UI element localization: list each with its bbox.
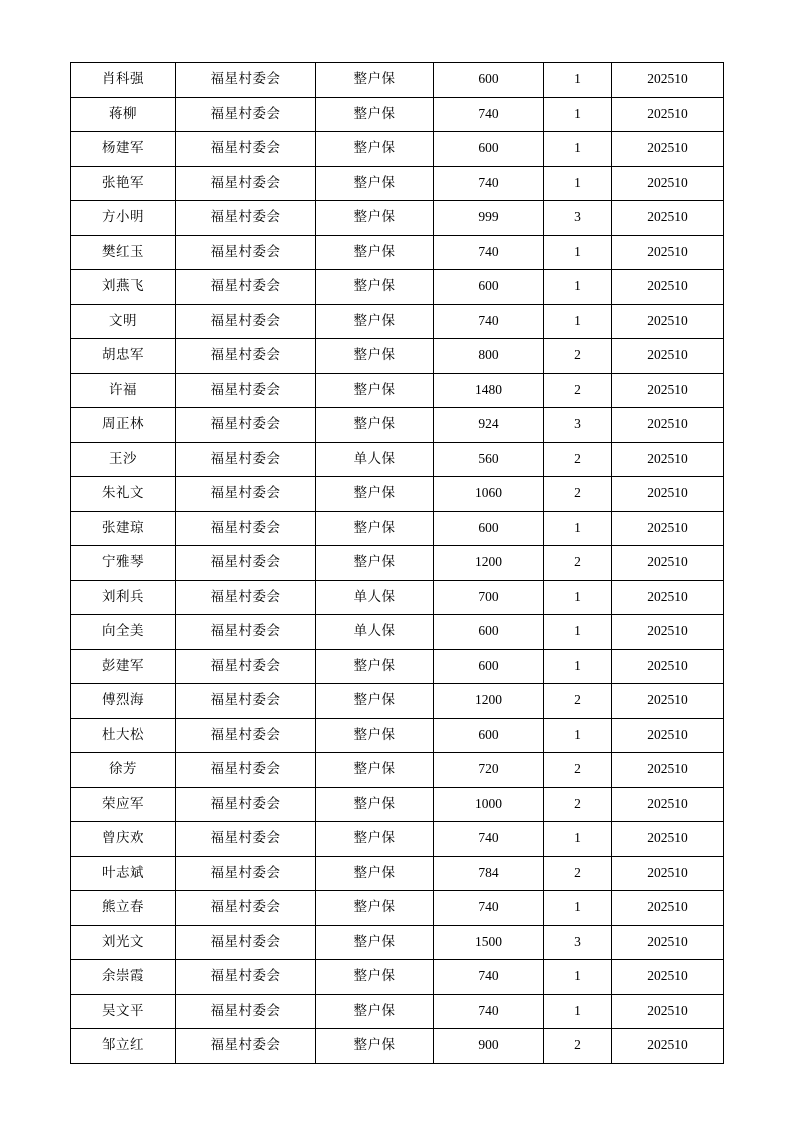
cell-amount: 700 bbox=[434, 580, 544, 615]
cell-period: 202510 bbox=[612, 166, 724, 201]
cell-type: 单人保 bbox=[316, 615, 434, 650]
cell-village: 福星村委会 bbox=[176, 1029, 316, 1064]
cell-amount: 900 bbox=[434, 1029, 544, 1064]
cell-count: 2 bbox=[544, 1029, 612, 1064]
cell-village: 福星村委会 bbox=[176, 235, 316, 270]
cell-count: 2 bbox=[544, 373, 612, 408]
cell-village: 福星村委会 bbox=[176, 408, 316, 443]
cell-count: 3 bbox=[544, 201, 612, 236]
cell-period: 202510 bbox=[612, 132, 724, 167]
table-row bbox=[71, 63, 724, 98]
cell-village: 福星村委会 bbox=[176, 753, 316, 788]
cell-period: 202510 bbox=[612, 856, 724, 891]
cell-name: 傅烈海 bbox=[71, 684, 176, 719]
cell-village: 福星村委会 bbox=[176, 132, 316, 167]
cell-village: 福星村委会 bbox=[176, 960, 316, 995]
cell-amount: 600 bbox=[434, 132, 544, 167]
cell-name: 吴文平 bbox=[71, 994, 176, 1029]
cell-village: 福星村委会 bbox=[176, 477, 316, 512]
cell-amount: 600 bbox=[434, 649, 544, 684]
table-row bbox=[71, 546, 724, 581]
table-row bbox=[71, 339, 724, 374]
cell-village: 福星村委会 bbox=[176, 339, 316, 374]
cell-name: 叶志斌 bbox=[71, 856, 176, 891]
table-row bbox=[71, 580, 724, 615]
cell-amount: 600 bbox=[434, 718, 544, 753]
cell-amount: 1200 bbox=[434, 546, 544, 581]
table-row bbox=[71, 822, 724, 857]
cell-period: 202510 bbox=[612, 304, 724, 339]
cell-type: 整户保 bbox=[316, 408, 434, 443]
table-row bbox=[71, 270, 724, 305]
cell-count: 1 bbox=[544, 304, 612, 339]
cell-type: 整户保 bbox=[316, 753, 434, 788]
cell-amount: 740 bbox=[434, 994, 544, 1029]
table-row bbox=[71, 166, 724, 201]
cell-period: 202510 bbox=[612, 373, 724, 408]
table-row bbox=[71, 925, 724, 960]
cell-village: 福星村委会 bbox=[176, 994, 316, 1029]
table-row bbox=[71, 649, 724, 684]
cell-count: 1 bbox=[544, 718, 612, 753]
cell-amount: 740 bbox=[434, 235, 544, 270]
cell-type: 整户保 bbox=[316, 304, 434, 339]
subsidy-table bbox=[70, 62, 724, 1064]
cell-village: 福星村委会 bbox=[176, 442, 316, 477]
cell-count: 1 bbox=[544, 891, 612, 926]
cell-count: 2 bbox=[544, 787, 612, 822]
cell-name: 张艳军 bbox=[71, 166, 176, 201]
cell-name: 杜大松 bbox=[71, 718, 176, 753]
cell-count: 1 bbox=[544, 166, 612, 201]
table-row bbox=[71, 787, 724, 822]
cell-period: 202510 bbox=[612, 408, 724, 443]
cell-amount: 1500 bbox=[434, 925, 544, 960]
cell-period: 202510 bbox=[612, 235, 724, 270]
table-row bbox=[71, 373, 724, 408]
cell-village: 福星村委会 bbox=[176, 615, 316, 650]
cell-name: 向全美 bbox=[71, 615, 176, 650]
table-row bbox=[71, 511, 724, 546]
cell-village: 福星村委会 bbox=[176, 925, 316, 960]
cell-name: 刘利兵 bbox=[71, 580, 176, 615]
cell-amount: 600 bbox=[434, 270, 544, 305]
cell-period: 202510 bbox=[612, 270, 724, 305]
cell-period: 202510 bbox=[612, 201, 724, 236]
cell-type: 整户保 bbox=[316, 63, 434, 98]
cell-type: 整户保 bbox=[316, 960, 434, 995]
cell-count: 1 bbox=[544, 511, 612, 546]
cell-amount: 740 bbox=[434, 891, 544, 926]
cell-count: 1 bbox=[544, 960, 612, 995]
cell-name: 方小明 bbox=[71, 201, 176, 236]
table-row bbox=[71, 856, 724, 891]
cell-amount: 600 bbox=[434, 63, 544, 98]
cell-name: 周正林 bbox=[71, 408, 176, 443]
cell-amount: 924 bbox=[434, 408, 544, 443]
table-row bbox=[71, 97, 724, 132]
cell-count: 1 bbox=[544, 63, 612, 98]
cell-period: 202510 bbox=[612, 615, 724, 650]
table-row bbox=[71, 753, 724, 788]
cell-village: 福星村委会 bbox=[176, 580, 316, 615]
cell-period: 202510 bbox=[612, 546, 724, 581]
cell-type: 整户保 bbox=[316, 787, 434, 822]
cell-type: 整户保 bbox=[316, 822, 434, 857]
cell-name: 胡忠军 bbox=[71, 339, 176, 374]
table-row bbox=[71, 304, 724, 339]
table-row bbox=[71, 1029, 724, 1064]
cell-amount: 1200 bbox=[434, 684, 544, 719]
cell-village: 福星村委会 bbox=[176, 718, 316, 753]
cell-type: 整户保 bbox=[316, 201, 434, 236]
cell-village: 福星村委会 bbox=[176, 822, 316, 857]
cell-type: 整户保 bbox=[316, 718, 434, 753]
cell-village: 福星村委会 bbox=[176, 97, 316, 132]
cell-count: 1 bbox=[544, 615, 612, 650]
cell-type: 单人保 bbox=[316, 442, 434, 477]
cell-amount: 740 bbox=[434, 304, 544, 339]
cell-type: 整户保 bbox=[316, 97, 434, 132]
cell-type: 整户保 bbox=[316, 891, 434, 926]
cell-period: 202510 bbox=[612, 339, 724, 374]
cell-amount: 784 bbox=[434, 856, 544, 891]
cell-name: 宁雅琴 bbox=[71, 546, 176, 581]
cell-amount: 740 bbox=[434, 166, 544, 201]
cell-count: 2 bbox=[544, 477, 612, 512]
cell-type: 整户保 bbox=[316, 235, 434, 270]
table-row bbox=[71, 960, 724, 995]
cell-count: 1 bbox=[544, 580, 612, 615]
cell-period: 202510 bbox=[612, 580, 724, 615]
cell-period: 202510 bbox=[612, 787, 724, 822]
cell-count: 2 bbox=[544, 339, 612, 374]
table-row bbox=[71, 891, 724, 926]
cell-count: 2 bbox=[544, 753, 612, 788]
cell-name: 徐芳 bbox=[71, 753, 176, 788]
cell-count: 2 bbox=[544, 856, 612, 891]
cell-type: 整户保 bbox=[316, 132, 434, 167]
cell-type: 整户保 bbox=[316, 511, 434, 546]
cell-type: 整户保 bbox=[316, 684, 434, 719]
cell-count: 1 bbox=[544, 649, 612, 684]
cell-period: 202510 bbox=[612, 477, 724, 512]
cell-period: 202510 bbox=[612, 925, 724, 960]
cell-amount: 740 bbox=[434, 960, 544, 995]
cell-village: 福星村委会 bbox=[176, 511, 316, 546]
cell-village: 福星村委会 bbox=[176, 63, 316, 98]
cell-village: 福星村委会 bbox=[176, 546, 316, 581]
cell-type: 整户保 bbox=[316, 166, 434, 201]
cell-type: 整户保 bbox=[316, 649, 434, 684]
cell-count: 1 bbox=[544, 822, 612, 857]
cell-period: 202510 bbox=[612, 891, 724, 926]
cell-name: 邹立红 bbox=[71, 1029, 176, 1064]
cell-amount: 720 bbox=[434, 753, 544, 788]
cell-period: 202510 bbox=[612, 718, 724, 753]
cell-period: 202510 bbox=[612, 684, 724, 719]
cell-type: 整户保 bbox=[316, 1029, 434, 1064]
cell-amount: 740 bbox=[434, 822, 544, 857]
table-row bbox=[71, 718, 724, 753]
cell-village: 福星村委会 bbox=[176, 166, 316, 201]
cell-village: 福星村委会 bbox=[176, 787, 316, 822]
cell-count: 3 bbox=[544, 408, 612, 443]
cell-amount: 800 bbox=[434, 339, 544, 374]
table-row bbox=[71, 132, 724, 167]
cell-amount: 740 bbox=[434, 97, 544, 132]
cell-period: 202510 bbox=[612, 63, 724, 98]
cell-name: 熊立春 bbox=[71, 891, 176, 926]
cell-name: 刘光文 bbox=[71, 925, 176, 960]
cell-name: 曾庆欢 bbox=[71, 822, 176, 857]
table-row bbox=[71, 442, 724, 477]
cell-amount: 600 bbox=[434, 511, 544, 546]
cell-village: 福星村委会 bbox=[176, 304, 316, 339]
cell-period: 202510 bbox=[612, 97, 724, 132]
cell-count: 2 bbox=[544, 442, 612, 477]
cell-period: 202510 bbox=[612, 994, 724, 1029]
cell-name: 许福 bbox=[71, 373, 176, 408]
cell-name: 刘燕飞 bbox=[71, 270, 176, 305]
table-body bbox=[71, 63, 724, 1064]
cell-name: 杨建军 bbox=[71, 132, 176, 167]
cell-type: 整户保 bbox=[316, 477, 434, 512]
cell-amount: 1480 bbox=[434, 373, 544, 408]
cell-count: 1 bbox=[544, 270, 612, 305]
table-row bbox=[71, 477, 724, 512]
cell-village: 福星村委会 bbox=[176, 201, 316, 236]
cell-period: 202510 bbox=[612, 822, 724, 857]
cell-type: 单人保 bbox=[316, 580, 434, 615]
cell-count: 2 bbox=[544, 684, 612, 719]
cell-count: 1 bbox=[544, 235, 612, 270]
table-row bbox=[71, 235, 724, 270]
cell-amount: 999 bbox=[434, 201, 544, 236]
cell-type: 整户保 bbox=[316, 925, 434, 960]
cell-count: 1 bbox=[544, 97, 612, 132]
cell-name: 樊红玉 bbox=[71, 235, 176, 270]
cell-type: 整户保 bbox=[316, 373, 434, 408]
cell-count: 1 bbox=[544, 994, 612, 1029]
cell-count: 3 bbox=[544, 925, 612, 960]
cell-amount: 1000 bbox=[434, 787, 544, 822]
cell-name: 荣应军 bbox=[71, 787, 176, 822]
table-row bbox=[71, 201, 724, 236]
cell-name: 蒋柳 bbox=[71, 97, 176, 132]
table-row bbox=[71, 994, 724, 1029]
cell-count: 2 bbox=[544, 546, 612, 581]
cell-name: 张建琼 bbox=[71, 511, 176, 546]
table-row bbox=[71, 684, 724, 719]
cell-amount: 560 bbox=[434, 442, 544, 477]
cell-name: 朱礼文 bbox=[71, 477, 176, 512]
cell-name: 余崇霞 bbox=[71, 960, 176, 995]
cell-name: 文明 bbox=[71, 304, 176, 339]
cell-type: 整户保 bbox=[316, 994, 434, 1029]
cell-type: 整户保 bbox=[316, 270, 434, 305]
table-row bbox=[71, 408, 724, 443]
cell-amount: 1060 bbox=[434, 477, 544, 512]
cell-period: 202510 bbox=[612, 960, 724, 995]
cell-name: 彭建军 bbox=[71, 649, 176, 684]
cell-name: 肖科强 bbox=[71, 63, 176, 98]
cell-period: 202510 bbox=[612, 511, 724, 546]
cell-village: 福星村委会 bbox=[176, 684, 316, 719]
cell-period: 202510 bbox=[612, 442, 724, 477]
cell-amount: 600 bbox=[434, 615, 544, 650]
cell-count: 1 bbox=[544, 132, 612, 167]
cell-period: 202510 bbox=[612, 753, 724, 788]
cell-village: 福星村委会 bbox=[176, 891, 316, 926]
cell-village: 福星村委会 bbox=[176, 649, 316, 684]
cell-type: 整户保 bbox=[316, 546, 434, 581]
cell-village: 福星村委会 bbox=[176, 373, 316, 408]
cell-period: 202510 bbox=[612, 649, 724, 684]
table-row bbox=[71, 615, 724, 650]
cell-village: 福星村委会 bbox=[176, 856, 316, 891]
cell-name: 王沙 bbox=[71, 442, 176, 477]
cell-village: 福星村委会 bbox=[176, 270, 316, 305]
cell-type: 整户保 bbox=[316, 339, 434, 374]
cell-type: 整户保 bbox=[316, 856, 434, 891]
cell-period: 202510 bbox=[612, 1029, 724, 1064]
